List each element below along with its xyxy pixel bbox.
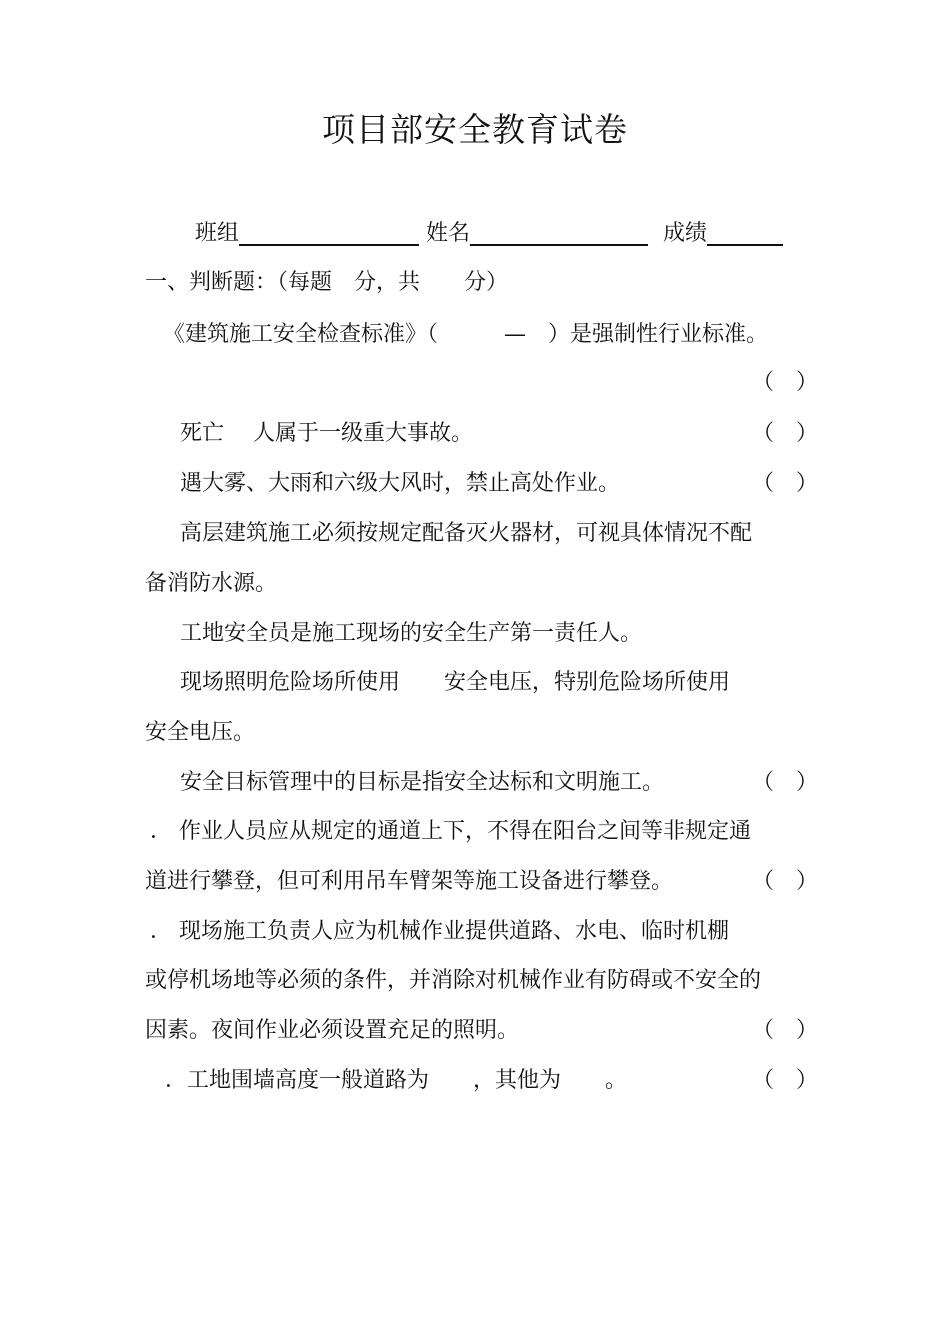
question-2: 死亡 人属于一级重大事故。 [180,421,473,446]
answer-paren-1[interactable]: （ ） [752,370,819,395]
header-fields [195,218,783,249]
question-6-line-2: 安全电压。 [145,720,256,745]
answer-paren-10[interactable]: （ ） [752,1068,819,1093]
question-4-line-2: 备消防水源。 [145,571,278,596]
question-6-line-1: 现场照明危险场所使用 安全电压，特别危险场所使用 [180,670,731,695]
section-heading: 一、判断题：（每题 分，共 分） [145,270,509,295]
question-8-line-2: 道进行攀登，但可利用吊车臂架等施工设备进行攀登。 [145,869,674,894]
team-field[interactable] [239,218,419,246]
team-label: 班组 [195,221,240,246]
score-field[interactable] [707,218,783,246]
question-7: 安全目标管理中的目标是指安全达标和文明施工。 [180,770,665,795]
answer-paren-9[interactable]: （ ） [752,1018,819,1043]
answer-paren-7[interactable]: （ ） [752,770,819,795]
answer-paren-8[interactable]: （ ） [752,869,819,894]
question-3: 遇大雾、大雨和六级大风时，禁止高处作业。 [180,471,621,496]
question-8-line-1: ． 作业人员应从规定的通道上下，不得在阳台之间等非规定通 [150,819,751,844]
score-label: 成绩 [663,221,708,246]
question-4-line-1: 高层建筑施工必须按规定配备灭火器材，可视具体情况不配 [180,521,753,546]
question-9-line-1: ． 现场施工负责人应为机械作业提供道路、水电、临时机棚 [150,919,729,944]
page-title: 项目部安全教育试卷 [322,110,628,149]
answer-paren-3[interactable]: （ ） [752,471,819,496]
question-10: ．工地围墙高度一般道路为 ，其他为 。 [165,1068,628,1093]
name-label: 姓名 [426,221,471,246]
answer-paren-2[interactable]: （ ） [752,421,819,446]
question-9-line-2: 或停机场地等必须的条件，并消除对机械作业有防碍或不安全的 [145,968,762,993]
question-1: 《建筑施工安全检查标准》（ — ）是强制性行业标准。 [163,322,769,347]
name-field[interactable] [470,218,648,246]
question-5: 工地安全员是施工现场的安全生产第一责任人。 [180,621,643,646]
question-9-line-3: 因素。夜间作业必须设置充足的照明。 [145,1018,520,1043]
